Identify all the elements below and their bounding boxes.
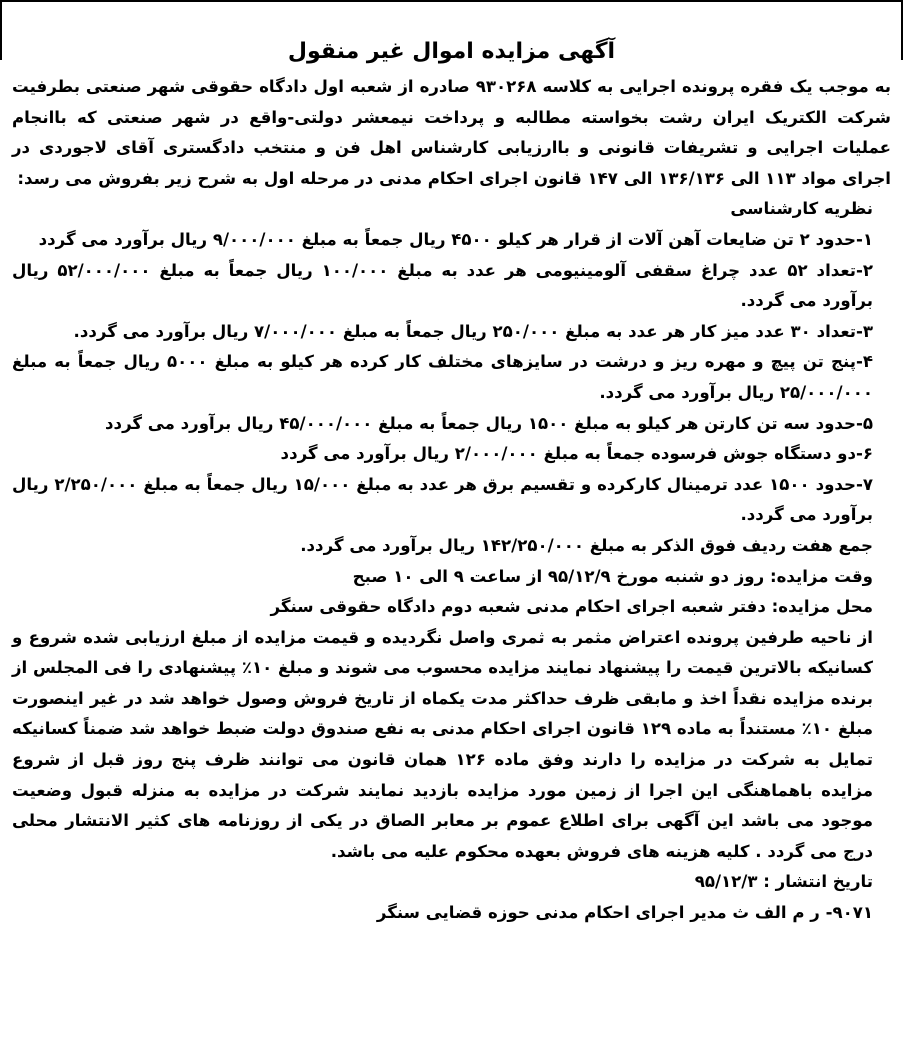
left-border [0, 0, 2, 60]
top-border [0, 0, 903, 2]
expert-heading: نظریه کارشناسی [730, 199, 873, 219]
auction-time: وقت مزایده: روز دو شنبه مورخ ۹۵/۱۲/۹ از ساعت ۹ الی ۱۰ صبح [352, 566, 873, 586]
item-1: ۱-حدود ۲ تن ضایعات آهن آلات از قرار هر کیلو ۴۵۰۰ ریال جمعاً به مبلغ ۹/۰۰۰/۰۰۰ ریال برآورد می گردد [38, 229, 873, 249]
signature-line: ۹۰۷۱- ر م الف ث مدیر اجرای احکام مدنی حوزه قضایی سنگر [376, 903, 873, 923]
item-7: ۷-حدود ۱۵۰۰ عدد ترمینال کارکرده و تقسیم برق هر عدد به مبلغ ۱۵/۰۰۰ ریال جمعاً به مبلغ ۲/۲۵۰/۰۰۰ ریال برآورد می گردد. [12, 474, 873, 525]
item-5: ۵-حدود سه تن کارتن هر کیلو به مبلغ ۱۵۰۰ ریال جمعاً به مبلغ ۴۵/۰۰۰/۰۰۰ ریال برآورد می گردد [105, 413, 873, 433]
item-4: ۴-پنج تن پیچ و مهره ریز و درشت در سایزهای مختلف کار کرده هر کیلو به مبلغ ۵۰۰۰ ریال جمعاً به مبلغ ۲۵/۰۰۰/۰۰۰ ریال برآورد می گردد. [12, 352, 873, 402]
item-3: ۳-تعداد ۳۰ عدد میز کار هر عدد به مبلغ ۲۵۰/۰۰۰ ریال جمعاً به مبلغ ۷/۰۰۰/۰۰۰ ریال برآورد می گردد. [73, 321, 873, 341]
notice-title: آگهی مزایده اموال غیر منقول [287, 39, 616, 64]
publish-date: تاریخ انتشار : ۹۵/۱۲/۳ [694, 872, 873, 892]
total-line: جمع هفت ردیف فوق الذکر به مبلغ ۱۴۲/۲۵۰/۰۰۰ ریال برآورد می گردد. [300, 535, 873, 555]
terms-paragraph: از ناحیه طرفین پرونده اعتراض مثمر به ثمری واصل نگردیده و قیمت مزایده از مبلغ ارزیابی شده شروع و کسانیکه بالاترین قیمت را پیشنهاد نمایند مزایده محسوب می شوند و مبلغ ۱۰٪ پیشنهادی را فی المجلس از برنده مزایده نقداً اخذ و مابقی ظرف حداکثر مدت یکماه از تاریخ فروش وصول خواهد شد در غیر اینصورت مبلغ ۱۰٪ مستنداً به ماده ۱۲۹ قانون اجرای احکام مدنی به نفع صندوق دولت ضبط خواهد شد ضمناً کسانیکه تمایل به شرکت در مزایده را دارند وفق ماده ۱۲۶ همان قانون می توانند ظرف پنج روز قبل از شروع مزایده باهماهنگی این اجرا از زمین مورد مزایده بازدید نمایند شرکت در مزایده به منزله قبول وضعیت موجود می باشد این آگهی برای اطلاع عموم بر معابر الصاق در یکی از روزنامه های کثیر الانتشار محلی درج می گردد . کلیه هزینه های فروش بعهده محکوم علیه می باشد. [12, 627, 873, 861]
item-6: ۶-دو دستگاه جوش فرسوده جمعاً به مبلغ ۲/۰۰۰/۰۰۰ ریال برآورد می گردد [280, 444, 873, 464]
auction-place: محل مزایده: دفتر شعبه اجرای احکام مدنی شعبه دوم دادگاه حقوقی سنگر [270, 597, 873, 617]
item-2: ۲-تعداد ۵۲ عدد چراغ سقفی آلومینیومی هر عدد به مبلغ ۱۰۰/۰۰۰ ریال جمعاً به مبلغ ۵۲/۰۰۰/۰۰۰ ریال برآورد می گردد. [12, 260, 873, 311]
intro-paragraph: به موجب یک فقره پرونده اجرایی به کلاسه ۹۳۰۲۶۸ صادره از شعبه اول دادگاه حقوقی شهر صنعتی بطرفیت شرکت الکتریک ایران رشت بخواسته مطالبه و پرداخت نیمعشر دولتی-واقع در شهر صنعتی که باانجام عملیات اجرایی و تشریفات قانونی و باارزیابی کارشناس اهل فن و منتخب دادگستری آقای لاجوردی در اجرای مواد ۱۱۳ الی ۱۳۶/۱۳۶ الی ۱۴۷ قانون اجرای احکام مدنی در مرحله اول به شرح زیر بفروش می رسد: [12, 77, 891, 188]
